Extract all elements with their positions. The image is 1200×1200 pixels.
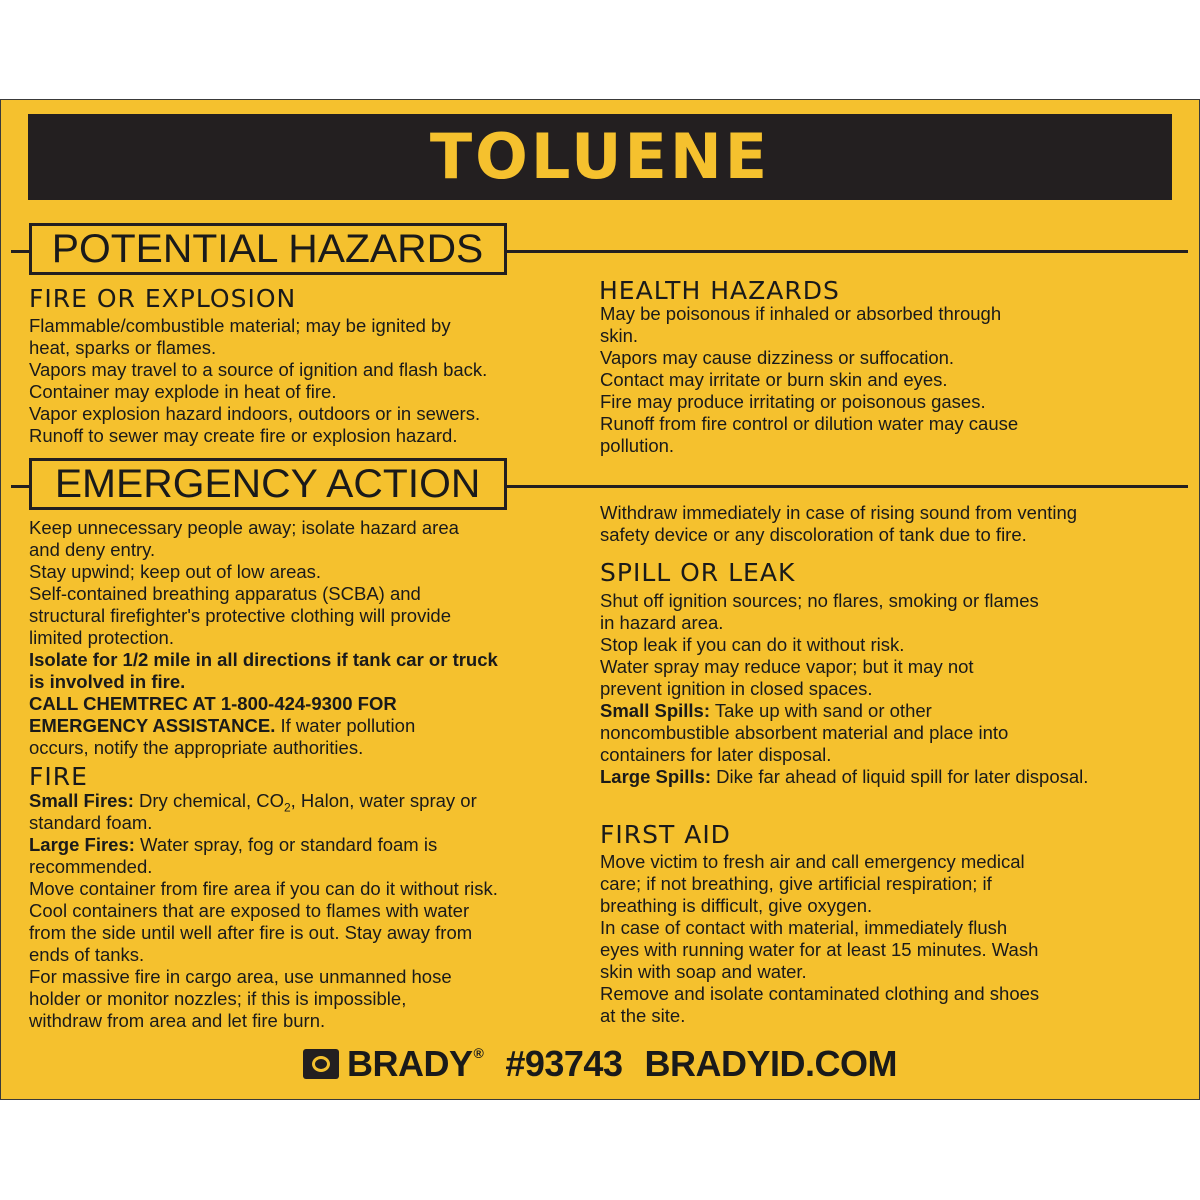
spill-or-leak-heading: SPILL OR LEAK: [600, 558, 796, 587]
text-line: For massive fire in cargo area, use unmanned hose: [29, 966, 452, 987]
text-line: Self-contained breathing apparatus (SCBA) and: [29, 583, 421, 604]
brand-name: [347, 1043, 484, 1084]
part-number: #93743: [505, 1043, 623, 1084]
text-line: Vapor explosion hazard indoors, outdoors or in sewers.: [29, 403, 481, 424]
fire-text: [29, 790, 498, 1032]
text-line: recommended.: [29, 856, 153, 877]
section-rule-left: [11, 250, 31, 253]
withdraw-text: [600, 502, 1077, 546]
text-line-bold: CALL CHEMTREC AT 1-800-424-9300 FOR: [29, 693, 397, 714]
brady-logo-icon: [303, 1049, 339, 1079]
text-line: Flammable/combustible material; may be ignited by: [29, 315, 451, 336]
text-line: occurs, notify the appropriate authorities.: [29, 737, 364, 758]
text-line: Runoff to sewer may create fire or explosion hazard.: [29, 425, 458, 446]
text-line: skin with soap and water.: [600, 961, 807, 982]
text-line: May be poisonous if inhaled or absorbed through: [600, 303, 1002, 324]
text-line: Contact may irritate or burn skin and eyes.: [600, 369, 948, 390]
emergency-action-heading-text: EMERGENCY ACTION: [55, 462, 481, 506]
text-line: noncombustible absorbent material and place into: [600, 722, 1009, 743]
text-line: prevent ignition in closed spaces.: [600, 678, 873, 699]
large-spills-text: Dike far ahead of liquid spill for later disposal.: [711, 766, 1089, 787]
subscript: 2: [283, 800, 291, 815]
assist-rest: If water pollution: [275, 715, 416, 736]
text-line: eyes with running water for at least 15 minutes. Wash: [600, 939, 1039, 960]
text-line: Remove and isolate contaminated clothing and shoes: [600, 983, 1040, 1004]
label-title: TOLUENE: [429, 120, 771, 193]
small-fires-text-a: Dry chemical, CO: [133, 790, 284, 811]
large-fires-text: Water spray, fog or standard foam is: [134, 834, 438, 855]
large-spills-label: Large Spills:: [600, 766, 712, 787]
emergency-action-heading: [29, 458, 507, 510]
text-line: In case of contact with material, immediately flush: [600, 917, 1008, 938]
emergency-general-text: [29, 517, 498, 759]
section-rule-left: [11, 485, 31, 488]
text-line: pollution.: [600, 435, 675, 456]
text-line: breathing is difficult, give oxygen.: [600, 895, 873, 916]
text-line: skin.: [600, 325, 639, 346]
brady-logo: [303, 1043, 484, 1084]
small-fires-text-b: , Halon, water spray or: [290, 790, 477, 811]
text-line: Withdraw immediately in case of rising sound from venting: [600, 502, 1078, 523]
text-line: and deny entry.: [29, 539, 156, 560]
text-line: Shut off ignition sources; no flares, smoking or flames: [600, 590, 1039, 611]
small-spills-label: Small Spills:: [600, 700, 711, 721]
potential-hazards-heading: [29, 223, 507, 275]
text-line: withdraw from area and let fire burn.: [29, 1010, 326, 1031]
text-line: Move container from fire area if you can do it without risk.: [29, 878, 498, 899]
text-line: structural firefighter's protective clothing will provide: [29, 605, 452, 626]
text-line: standard foam.: [29, 812, 153, 833]
text-line: Water spray may reduce vapor; but it may not: [600, 656, 974, 677]
text-line: [600, 700, 1088, 722]
health-hazards-text: [600, 303, 1018, 457]
text-line: safety device or any discoloration of tank due to fire.: [600, 524, 1027, 545]
text-line: Runoff from fire control or dilution water may cause: [600, 413, 1019, 434]
first-aid-text: [600, 851, 1039, 1027]
text-line: containers for later disposal.: [600, 744, 832, 765]
text-line: at the site.: [600, 1005, 686, 1026]
fire-or-explosion-heading: FIRE OR EXPLOSION: [29, 284, 297, 313]
small-fires-label: Small Fires:: [29, 790, 134, 811]
registered-mark: ®: [473, 1045, 484, 1061]
spill-or-leak-text: [600, 590, 1088, 788]
text-line: [600, 766, 1088, 788]
hazard-label: [0, 99, 1200, 1100]
text-line: Vapors may travel to a source of ignition and flash back.: [29, 359, 488, 380]
section-rule-right: [506, 485, 1188, 488]
text-line: in hazard area.: [600, 612, 724, 633]
assist-bold: EMERGENCY ASSISTANCE.: [29, 715, 276, 736]
text-line: [29, 715, 498, 737]
fire-or-explosion-text: [29, 315, 487, 447]
text-line: from the side until well after fire is out. Stay away from: [29, 922, 473, 943]
potential-hazards-heading-text: POTENTIAL HAZARDS: [52, 227, 484, 271]
footer: [1, 1040, 1199, 1088]
text-line: Container may explode in heat of fire.: [29, 381, 337, 402]
brand-text: BRADY: [347, 1043, 473, 1084]
text-line: Stop leak if you can do it without risk.: [600, 634, 905, 655]
small-spills-text: Take up with sand or other: [710, 700, 932, 721]
large-fires-label: Large Fires:: [29, 834, 135, 855]
text-line: [29, 834, 498, 856]
website: BRADYID.COM: [644, 1043, 897, 1084]
text-line: Keep unnecessary people away; isolate hazard area: [29, 517, 459, 538]
text-line: [29, 790, 498, 815]
text-line: holder or monitor nozzles; if this is impossible,: [29, 988, 407, 1009]
health-hazards-heading: HEALTH HAZARDS: [599, 276, 840, 305]
text-line: limited protection.: [29, 627, 174, 648]
first-aid-heading: FIRST AID: [600, 820, 731, 849]
text-line: Cool containers that are exposed to flames with water: [29, 900, 470, 921]
fire-heading: FIRE: [29, 762, 88, 791]
text-line: Stay upwind; keep out of low areas.: [29, 561, 322, 582]
text-line: Fire may produce irritating or poisonous gases.: [600, 391, 986, 412]
text-line: care; if not breathing, give artificial respiration; if: [600, 873, 992, 894]
text-line: ends of tanks.: [29, 944, 145, 965]
text-line-bold: is involved in fire.: [29, 671, 186, 692]
title-bar: [28, 114, 1172, 200]
text-line: Move victim to fresh air and call emergency medical: [600, 851, 1025, 872]
text-line: Vapors may cause dizziness or suffocation.: [600, 347, 955, 368]
text-line: heat, sparks or flames.: [29, 337, 217, 358]
section-rule-right: [506, 250, 1188, 253]
text-line-bold: Isolate for 1/2 mile in all directions if tank car or truck: [29, 649, 498, 670]
